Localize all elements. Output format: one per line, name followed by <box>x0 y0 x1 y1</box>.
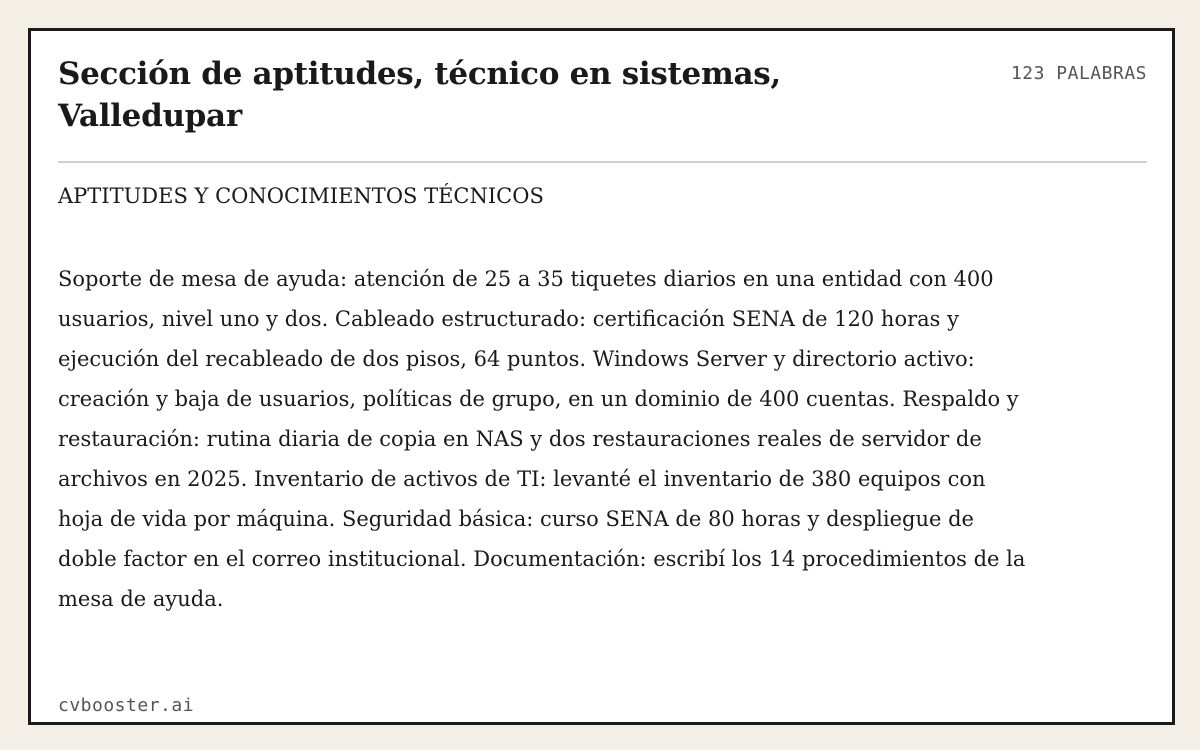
document-title: Sección de aptitudes, técnico en sistemas, Valledupar <box>58 56 781 134</box>
word-count-badge: 123 PALABRAS <box>1010 63 1147 84</box>
section-heading: APTITUDES Y CONOCIMIENTOS TÉCNICOS <box>58 184 544 208</box>
document-card <box>28 28 1175 725</box>
header-divider <box>58 161 1147 163</box>
document-header <box>58 53 1147 163</box>
brand-footer: cvbooster.ai <box>58 695 195 716</box>
section-body-text: Soporte de mesa de ayuda: atención de 25 a 35 tiquetes diarios en una entidad con 400 usuarios, nivel uno y dos. Cableado estructurado: certificación SENA de 120 horas y ejecución del recableado de dos pisos, 64 puntos. Windows Server y directorio activo: creación y baja de usuarios, políticas de grupo, en un dominio de 400 cuentas. Respaldo y restauración: rutina diaria de copia en NAS y dos restauraciones reales de servidor de archivos en 2025. Inventario de activos de TI: levanté el inventario de 380 equipos con hoja de vida por máquina. Seguridad básica: curso SENA de 80 horas y despliegue de doble factor en el correo institucional. Documentación: escribí los 14 procedimientos de la mesa de ayuda. <box>58 267 1026 611</box>
